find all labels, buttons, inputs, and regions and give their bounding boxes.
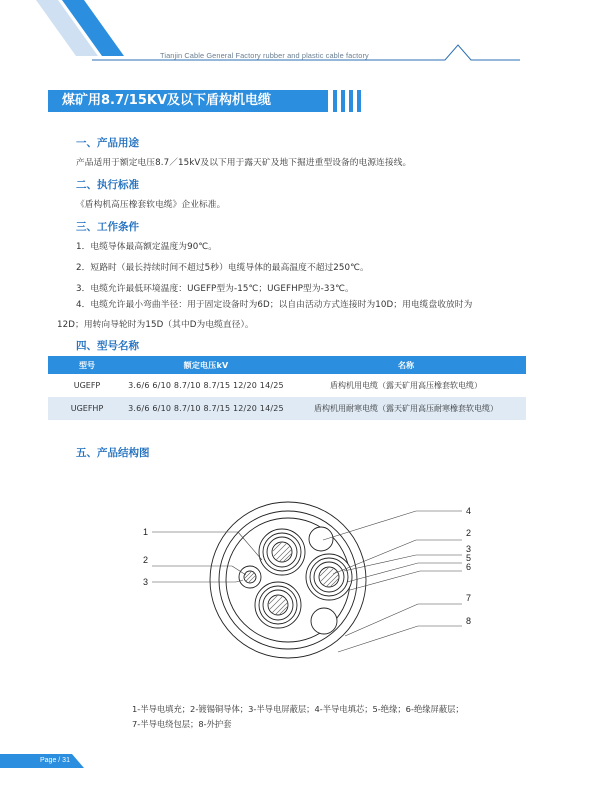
section-heading-usage: 一、产品用途 [76, 137, 139, 149]
cell-model: UGEFHP [70, 404, 104, 413]
cell-name: 盾构机用耐寒电缆（露天矿用高压耐寒橡套软电缆） [314, 404, 498, 413]
right-label-5: 5 [466, 553, 472, 563]
section-heading-conditions: 三、工作条件 [76, 221, 139, 233]
cell-voltage: 3.6/6 6/10 8.7/10 8.7/15 12/20 14/25 [128, 381, 284, 390]
left-label-3: 3 [143, 577, 149, 587]
right-label-3: 3 [466, 544, 472, 554]
right-label-4: 4 [466, 506, 472, 516]
section-heading-models: 四、型号名称 [76, 340, 139, 352]
right-label-6: 6 [466, 562, 472, 572]
condition-line: 4．电缆允许最小弯曲半径：用于固定设备时为6D；以自由活动方式连接时为10D；用电缆盘收放时为 [76, 300, 473, 310]
cell-name: 盾构机用电缆（露天矿用高压橡套软电缆） [330, 381, 482, 390]
column-header-model: 型号 [79, 360, 95, 370]
diagram-caption: 1-半导电填充；2-镀锡铜导体；3-半导电屏蔽层；4-半导电填芯；5-绝缘；6-绝缘屏蔽层； [132, 704, 464, 714]
usage-text: 产品适用于额定电压8.7／15kV及以下用于露天矿及地下掘进重型设备的电源连接线。 [76, 158, 412, 168]
cell-voltage: 3.6/6 6/10 8.7/10 8.7/15 12/20 14/25 [128, 404, 284, 413]
cell-model: UGEFP [73, 381, 101, 390]
standard-text: 《盾构机高压橡套软电缆》企业标准。 [76, 200, 226, 210]
page-number: Page / 31 [40, 757, 70, 764]
page-title: 煤矿用8.7/15KV及以下盾构机电缆 [62, 93, 272, 108]
column-header-name: 名称 [398, 360, 414, 370]
column-header-voltage: 额定电压kV [183, 360, 229, 370]
condition-line: 1．电缆导体最高额定温度为90℃。 [76, 242, 217, 252]
section-heading-structure: 五、产品结构图 [76, 447, 150, 459]
left-label-1: 1 [143, 527, 149, 537]
right-label-7: 7 [466, 593, 472, 603]
left-label-2: 2 [143, 555, 149, 565]
section-heading-standard: 二、执行标准 [76, 179, 139, 191]
header-factory-name: Tianjin Cable General Factory rubber and plastic cable factory [160, 51, 369, 60]
condition-line: 12D；用转向导轮时为15D（其中D为电缆直径）。 [57, 320, 254, 330]
condition-line: 3．电缆允许最低环境温度：UGEFP型为-15℃；UGEFHP型为-33℃。 [76, 284, 354, 294]
right-label-8: 8 [466, 616, 472, 626]
right-label-2: 2 [466, 528, 472, 538]
condition-line: 2．短路时（最长持续时间不超过5秒）电缆导体的最高温度不超过250℃。 [76, 263, 369, 273]
diagram-caption: 7-半导电绕包层；8-外护套 [132, 719, 232, 729]
